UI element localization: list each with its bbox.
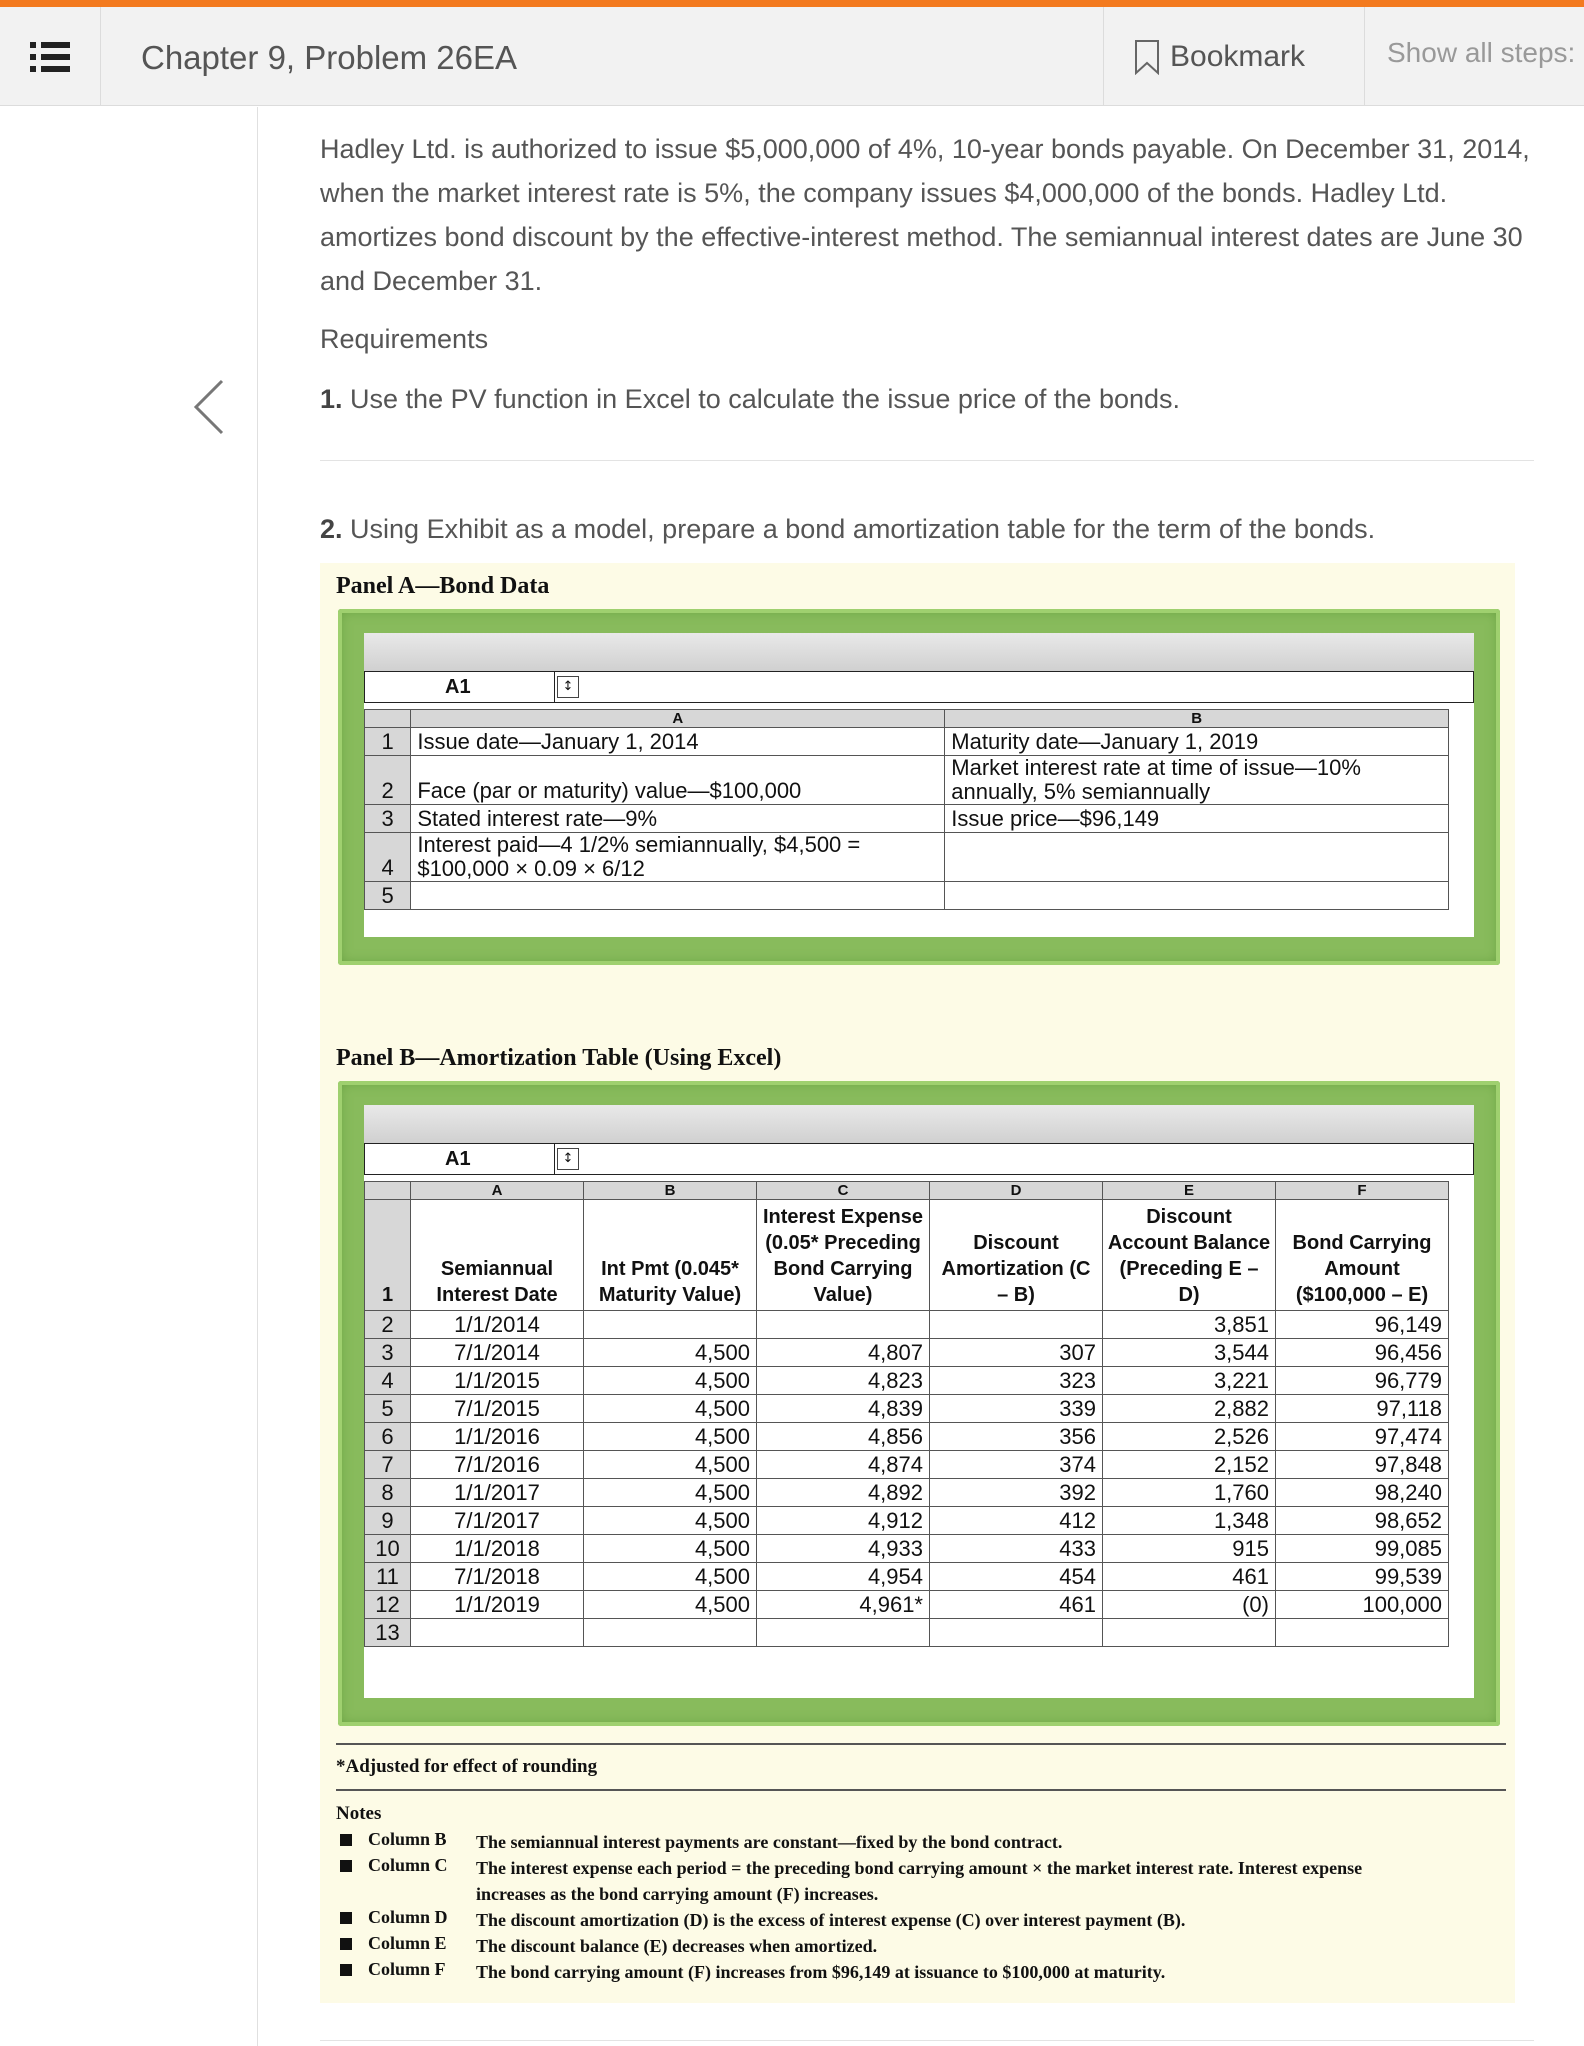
table-row	[365, 1619, 1449, 1647]
header-cell: Discount Account Balance (Preceding E – D)	[1103, 1200, 1276, 1311]
note-column: Column E	[368, 1933, 447, 1953]
bookmark-icon	[1134, 39, 1160, 75]
col-header-a: A	[411, 1182, 584, 1200]
amort-cell: 339	[930, 1395, 1103, 1423]
sheet-toolbar	[364, 633, 1474, 671]
date-cell	[411, 1619, 584, 1647]
cell: Issue date—January 1, 2014	[411, 728, 945, 756]
expense-cell: 4,961*	[757, 1591, 930, 1619]
note-text: The discount amortization (D) is the excess of interest expense (C) over interest payment (B).	[476, 1910, 1186, 1930]
bookmark-label: Bookmark	[1170, 39, 1306, 73]
amort-cell: 374	[930, 1451, 1103, 1479]
carrying-cell: 97,118	[1276, 1395, 1449, 1423]
requirement-2-text: Using Exhibit as a model, prepare a bond amortization table for the term of the bonds.	[342, 514, 1376, 544]
corner-cell	[365, 710, 411, 728]
carrying-cell: 98,240	[1276, 1479, 1449, 1507]
sheet-toolbar	[364, 1105, 1474, 1143]
table-row	[365, 1367, 1449, 1395]
note-item	[336, 1959, 1376, 1985]
requirement-1-number: 1.	[320, 384, 343, 414]
note-text: The discount balance (E) decreases when amortized.	[476, 1936, 878, 1956]
bullet-icon	[340, 1860, 352, 1872]
pmt-cell	[584, 1311, 757, 1339]
note-text: The bond carrying amount (F) increases from $96,149 at issuance to $100,000 at maturity.	[476, 1962, 1166, 1982]
bullet-icon	[340, 1912, 352, 1924]
carrying-cell: 99,085	[1276, 1535, 1449, 1563]
table-row	[365, 1591, 1449, 1619]
note-column: Column C	[368, 1855, 448, 1875]
header-cell: Bond Carrying Amount ($100,000 – E)	[1276, 1200, 1449, 1311]
table-row	[365, 1423, 1449, 1451]
corner-cell	[365, 1182, 411, 1200]
carrying-cell: 96,779	[1276, 1367, 1449, 1395]
col-header-b: B	[584, 1182, 757, 1200]
expense-cell: 4,933	[757, 1535, 930, 1563]
row-number: 4	[365, 833, 411, 882]
note-item	[336, 1855, 1376, 1907]
amortization-table	[364, 1181, 1449, 1647]
list-menu-icon	[30, 40, 70, 74]
row-number: 8	[365, 1479, 411, 1507]
row-number: 12	[365, 1591, 411, 1619]
cell	[945, 882, 1449, 910]
bookmark-button[interactable]	[1103, 7, 1365, 106]
balance-cell	[1103, 1619, 1276, 1647]
cell: Issue price—$96,149	[945, 805, 1449, 833]
date-cell: 7/1/2015	[411, 1395, 584, 1423]
cell	[945, 833, 1449, 882]
pmt-cell	[584, 1619, 757, 1647]
cell: Face (par or maturity) value—$100,000	[411, 756, 945, 805]
bullet-icon	[340, 1964, 352, 1976]
footnote: *Adjusted for effect of rounding	[336, 1756, 598, 1777]
table-row	[365, 882, 1449, 910]
top-accent-bar	[0, 0, 1584, 7]
header-bar	[0, 7, 1584, 106]
expense-cell	[757, 1619, 930, 1647]
requirement-2	[320, 507, 1375, 551]
col-header-d: D	[930, 1182, 1103, 1200]
date-cell: 1/1/2018	[411, 1535, 584, 1563]
date-cell: 1/1/2014	[411, 1311, 584, 1339]
header-row	[365, 1200, 1449, 1311]
expense-cell: 4,912	[757, 1507, 930, 1535]
pmt-cell: 4,500	[584, 1367, 757, 1395]
bullet-icon	[340, 1938, 352, 1950]
problem-intro: Hadley Ltd. is authorized to issue $5,000,000 of 4%, 10-year bonds payable. On December 31, 2014, when the market interest rate is 5%, the company issues $4,000,000 of the bonds. Hadley Ltd. amortizes bond discount by the effective-interest method. The semiannual interest dates are June 30 and December 31.	[320, 134, 1530, 296]
row-number: 2	[365, 756, 411, 805]
requirement-2-number: 2.	[320, 514, 343, 544]
balance-cell: 2,882	[1103, 1395, 1276, 1423]
amort-cell	[930, 1311, 1103, 1339]
table-row	[365, 1451, 1449, 1479]
table-row	[365, 1535, 1449, 1563]
row-number: 5	[365, 1395, 411, 1423]
footnote-rule	[336, 1743, 1506, 1745]
amort-cell: 323	[930, 1367, 1103, 1395]
row-number: 13	[365, 1619, 411, 1647]
table-row	[365, 805, 1449, 833]
row-number: 11	[365, 1563, 411, 1591]
expense-cell: 4,823	[757, 1367, 930, 1395]
expense-cell	[757, 1311, 930, 1339]
col-header-e: E	[1103, 1182, 1276, 1200]
date-cell: 7/1/2018	[411, 1563, 584, 1591]
panel-a-sheet	[364, 633, 1474, 937]
left-rail	[0, 107, 258, 2046]
table-row	[365, 1479, 1449, 1507]
exhibit-image	[320, 563, 1515, 2003]
amort-cell: 412	[930, 1507, 1103, 1535]
cell: Stated interest rate—9%	[411, 805, 945, 833]
header-cell: Discount Amortization (C – B)	[930, 1200, 1103, 1311]
note-column: Column B	[368, 1829, 447, 1849]
pmt-cell: 4,500	[584, 1423, 757, 1451]
carrying-cell: 100,000	[1276, 1591, 1449, 1619]
note-column: Column F	[368, 1959, 446, 1979]
divider	[320, 460, 1534, 461]
pmt-cell: 4,500	[584, 1339, 757, 1367]
col-header-f: F	[1276, 1182, 1449, 1200]
date-cell: 7/1/2016	[411, 1451, 584, 1479]
row-number: 7	[365, 1451, 411, 1479]
pmt-cell: 4,500	[584, 1563, 757, 1591]
previous-step-button[interactable]	[190, 377, 226, 442]
balance-cell: 2,526	[1103, 1423, 1276, 1451]
table-row	[365, 756, 1449, 805]
amort-cell: 461	[930, 1591, 1103, 1619]
table-row	[365, 1339, 1449, 1367]
note-item	[336, 1907, 1376, 1933]
row-number: 3	[365, 805, 411, 833]
balance-cell: 2,152	[1103, 1451, 1276, 1479]
balance-cell: 461	[1103, 1563, 1276, 1591]
panel-b-title: Panel B—Amortization Table (Using Excel)	[336, 1045, 782, 1071]
formula-bar	[364, 671, 1474, 703]
footnote-rule	[336, 1789, 1506, 1791]
spinner-icon: ↕	[557, 1148, 579, 1170]
cell	[411, 882, 945, 910]
amort-cell	[930, 1619, 1103, 1647]
notes-title: Notes	[336, 1803, 382, 1824]
amort-cell: 356	[930, 1423, 1103, 1451]
carrying-cell: 96,456	[1276, 1339, 1449, 1367]
pmt-cell: 4,500	[584, 1395, 757, 1423]
show-all-steps-toggle[interactable]: Show all steps:	[1387, 37, 1576, 68]
table-row	[365, 728, 1449, 756]
date-cell: 1/1/2016	[411, 1423, 584, 1451]
panel-a-title: Panel A—Bond Data	[336, 573, 550, 599]
chevron-left-icon	[190, 377, 226, 437]
amort-cell: 307	[930, 1339, 1103, 1367]
divider	[320, 2040, 1534, 2041]
date-cell: 7/1/2017	[411, 1507, 584, 1535]
spinner-icon: ↕	[557, 676, 579, 698]
table-row	[365, 1507, 1449, 1535]
panel-b-sheet	[364, 1105, 1474, 1698]
date-cell: 1/1/2019	[411, 1591, 584, 1619]
note-column: Column D	[368, 1907, 448, 1927]
pmt-cell: 4,500	[584, 1451, 757, 1479]
col-header-c: C	[757, 1182, 930, 1200]
note-text: The interest expense each period = the preceding bond carrying amount × the market interest rate. Interest expense increases as the bond carrying amount (F) increases.	[476, 1858, 1363, 1904]
header-cell: Semiannual Interest Date	[411, 1200, 584, 1311]
date-cell: 7/1/2014	[411, 1339, 584, 1367]
amort-cell: 433	[930, 1535, 1103, 1563]
row-number: 5	[365, 882, 411, 910]
formula-bar	[364, 1143, 1474, 1175]
table-row	[365, 1311, 1449, 1339]
row-number: 6	[365, 1423, 411, 1451]
row-number: 9	[365, 1507, 411, 1535]
name-box: A1	[365, 1144, 555, 1174]
carrying-cell: 99,539	[1276, 1563, 1449, 1591]
expense-cell: 4,954	[757, 1563, 930, 1591]
table-row	[365, 1395, 1449, 1423]
carrying-cell: 98,652	[1276, 1507, 1449, 1535]
balance-cell: 3,221	[1103, 1367, 1276, 1395]
note-text: The semiannual interest payments are constant—fixed by the bond contract.	[476, 1832, 1063, 1852]
col-header-b: B	[945, 710, 1449, 728]
row-number: 2	[365, 1311, 411, 1339]
balance-cell: (0)	[1103, 1591, 1276, 1619]
expense-cell: 4,856	[757, 1423, 930, 1451]
pmt-cell: 4,500	[584, 1507, 757, 1535]
row-number: 1	[365, 1200, 411, 1311]
requirements-heading: Requirements	[320, 324, 489, 354]
amort-cell: 454	[930, 1563, 1103, 1591]
row-number: 3	[365, 1339, 411, 1367]
header-cell: Int Pmt (0.045* Maturity Value)	[584, 1200, 757, 1311]
carrying-cell	[1276, 1619, 1449, 1647]
header-cell: Interest Expense (0.05* Preceding Bond Carrying Value)	[757, 1200, 930, 1311]
expense-cell: 4,839	[757, 1395, 930, 1423]
menu-button[interactable]	[0, 7, 101, 106]
note-item	[336, 1829, 1376, 1855]
date-cell: 1/1/2015	[411, 1367, 584, 1395]
balance-cell: 1,760	[1103, 1479, 1276, 1507]
pmt-cell: 4,500	[584, 1591, 757, 1619]
cell: Market interest rate at time of issue—10% annually, 5% semiannually	[945, 756, 1449, 805]
name-box: A1	[365, 672, 555, 702]
balance-cell: 1,348	[1103, 1507, 1276, 1535]
carrying-cell: 97,474	[1276, 1423, 1449, 1451]
balance-cell: 3,544	[1103, 1339, 1276, 1367]
carrying-cell: 97,848	[1276, 1451, 1449, 1479]
requirement-1	[320, 377, 1180, 421]
page-title: Chapter 9, Problem 26EA	[141, 39, 518, 76]
table-row	[365, 833, 1449, 882]
amort-cell: 392	[930, 1479, 1103, 1507]
panel-a-frame	[338, 609, 1500, 965]
balance-cell: 3,851	[1103, 1311, 1276, 1339]
cell: Interest paid—4 1/2% semiannually, $4,500 = $100,000 × 0.09 × 6/12	[411, 833, 945, 882]
carrying-cell: 96,149	[1276, 1311, 1449, 1339]
date-cell: 1/1/2017	[411, 1479, 584, 1507]
table-row	[365, 1563, 1449, 1591]
requirement-1-text: Use the PV function in Excel to calculate the issue price of the bonds.	[342, 384, 1181, 414]
bullet-icon	[340, 1834, 352, 1846]
expense-cell: 4,874	[757, 1451, 930, 1479]
bond-data-table	[364, 709, 1449, 910]
row-number: 4	[365, 1367, 411, 1395]
note-item	[336, 1933, 1376, 1959]
panel-b-frame	[338, 1081, 1500, 1726]
balance-cell: 915	[1103, 1535, 1276, 1563]
cell: Maturity date—January 1, 2019	[945, 728, 1449, 756]
row-number: 1	[365, 728, 411, 756]
col-header-a: A	[411, 710, 945, 728]
expense-cell: 4,807	[757, 1339, 930, 1367]
expense-cell: 4,892	[757, 1479, 930, 1507]
row-number: 10	[365, 1535, 411, 1563]
pmt-cell: 4,500	[584, 1479, 757, 1507]
pmt-cell: 4,500	[584, 1535, 757, 1563]
